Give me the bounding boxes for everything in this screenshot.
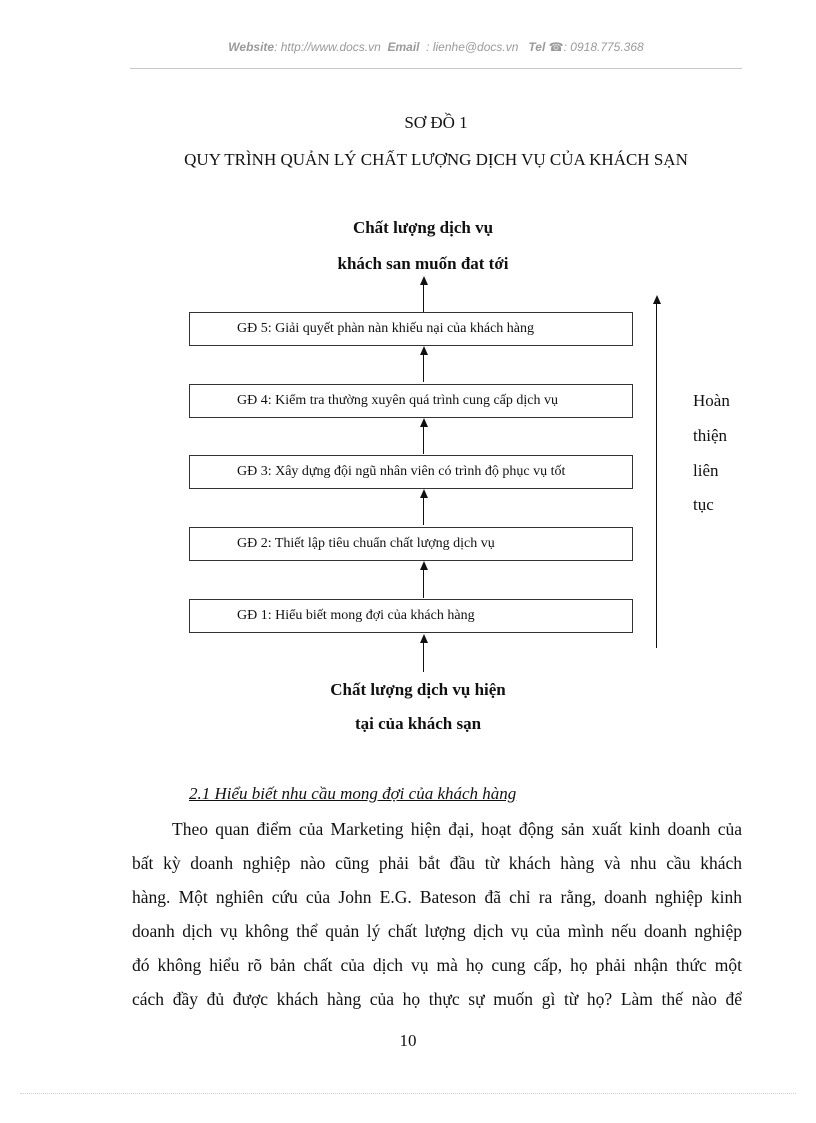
arrow-head: [420, 561, 428, 570]
arrow-head: [420, 418, 428, 427]
paragraph-line: đó không hiểu rõ bản chất của dịch vụ mà họ cung cấp, họ phải nhận thức một: [132, 955, 742, 975]
email-label: Email: [387, 40, 420, 54]
diagram-title: QUY TRÌNH QUẢN LÝ CHẤT LƯỢNG DỊCH VỤ CỦA KHÁCH SẠN: [184, 150, 688, 169]
website-value: : http://www.docs.vn: [274, 40, 381, 54]
stage-5-box: GĐ 5: Giải quyết phàn nàn khiếu nại của khách hàng: [189, 312, 633, 346]
side-label-word: tục: [693, 495, 714, 514]
arrow-shaft: [423, 642, 424, 672]
arrow-shaft: [423, 355, 424, 382]
arrow-shaft: [423, 426, 424, 454]
header-divider: [130, 68, 742, 69]
arrow-head: [420, 346, 428, 355]
paragraph-line: cách đầy đủ được khách hàng của họ thực sự muốn gì từ họ? Làm thế nào để: [132, 989, 742, 1009]
side-label-word: Hoàn: [693, 391, 730, 410]
paragraph-line: doanh dịch vụ không thể quản lý chất lượng dịch vụ của mình nếu doanh nghiệp: [132, 921, 742, 941]
stage-2-box: GĐ 2: Thiết lập tiêu chuẩn chất lượng dịch vụ: [189, 527, 633, 561]
footer-divider: [20, 1093, 796, 1094]
paragraph-line: hàng. Một nghiên cứu của John E.G. Bateson đã chỉ ra rằng, doanh nghiệp kinh: [132, 887, 742, 907]
arrow-head: [420, 276, 428, 285]
arrow-head: [420, 634, 428, 643]
section-heading: 2.1 Hiểu biết nhu cầu mong đợi của khách hàng: [189, 784, 517, 803]
arrow-head: [420, 489, 428, 498]
current-quality-label-line2: tại của khách sạn: [354, 714, 482, 733]
page-number: 10: [399, 1031, 417, 1050]
current-quality-label-line1: Chất lượng dịch vụ hiện: [330, 680, 506, 699]
target-quality-label-line1: Chất lượng dịch vụ: [352, 218, 494, 237]
phone-icon: ☎: [548, 40, 564, 54]
arrow-shaft: [423, 498, 424, 525]
email-value: : lienhe@docs.vn: [426, 40, 519, 54]
target-quality-label-line2: khách san muốn đat tới: [337, 254, 509, 273]
continuous-improvement-arrow: [656, 303, 657, 648]
page-header: [130, 40, 742, 54]
side-label-word: liên: [693, 461, 719, 480]
paragraph-line: bất kỳ doanh nghiệp nào cũng phải bắt đầu từ khách hàng và nhu cầu khách: [132, 853, 742, 873]
arrow-shaft: [423, 284, 424, 313]
tel-value: : 0918.775.368: [563, 40, 644, 54]
continuous-improvement-arrow-head: [653, 295, 661, 304]
side-label-word: thiện: [693, 426, 727, 445]
website-label: Website: [228, 40, 275, 54]
arrow-shaft: [423, 570, 424, 598]
stage-1-box: GĐ 1: Hiểu biết mong đợi của khách hàng: [189, 599, 633, 633]
diagram-number: SƠ ĐỒ 1: [404, 113, 468, 132]
stage-4-box: GĐ 4: Kiểm tra thường xuyên quá trình cung cấp dịch vụ: [189, 384, 633, 418]
paragraph-line: Theo quan điểm của Marketing hiện đại, hoạt động sản xuất kinh doanh của: [172, 819, 742, 839]
tel-label: Tel: [528, 40, 546, 54]
stage-3-box: GĐ 3: Xây dựng đội ngũ nhân viên có trình độ phục vụ tốt: [189, 455, 633, 489]
